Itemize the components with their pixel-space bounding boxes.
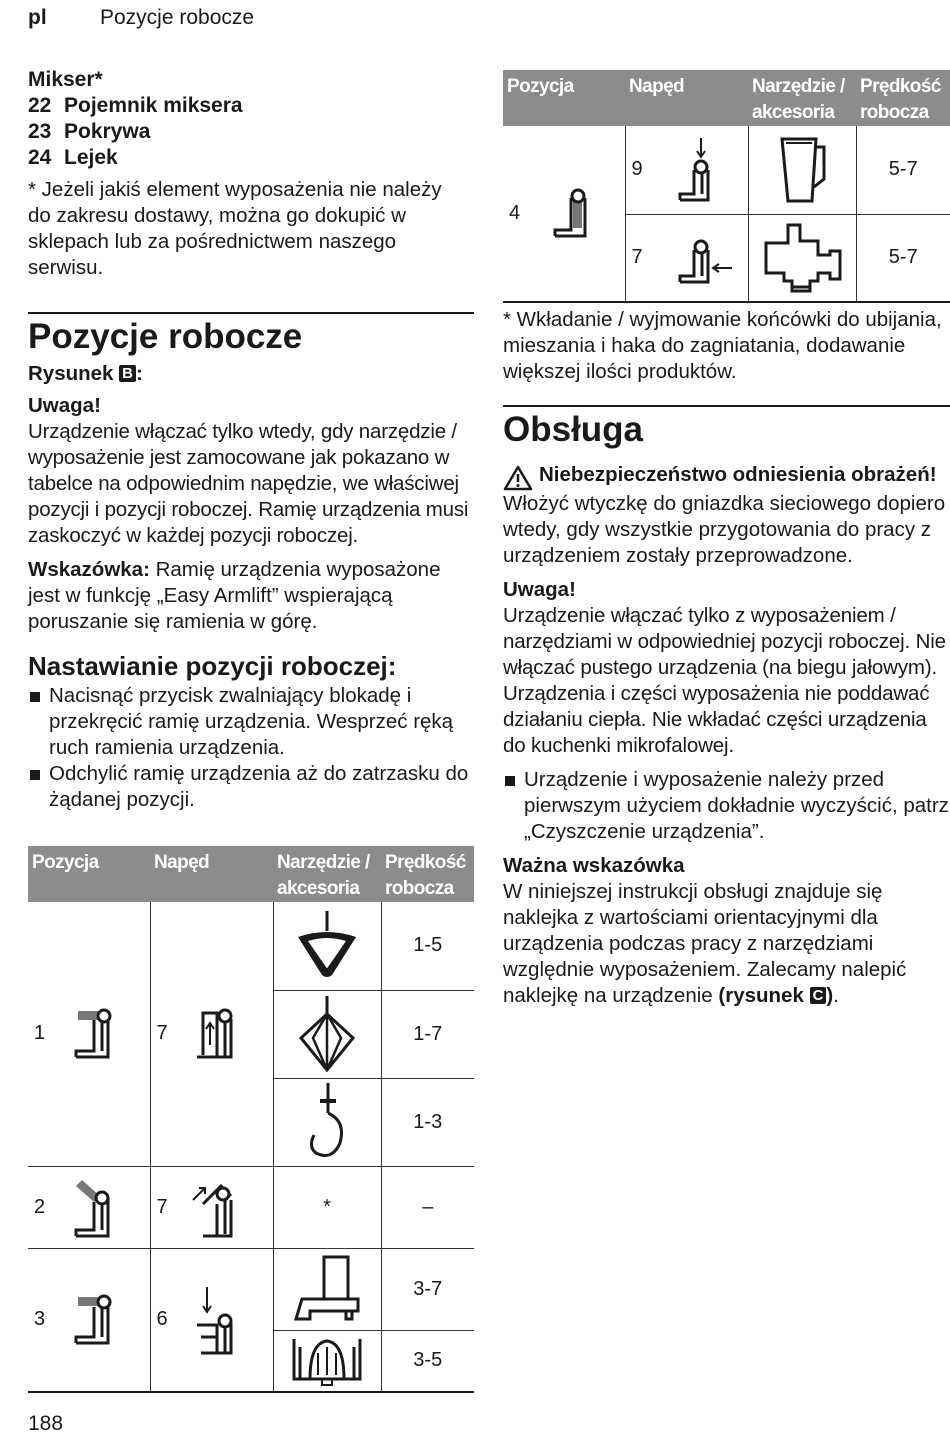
positions-table (28, 846, 474, 1393)
danger-text: Włożyć wtyczkę do gniazdka sieciowego dopiero wtedy, gdy wszystkie przygotowania do pracy z urządzeniem zostały przeprowadzone. (503, 492, 946, 567)
drive-cell: 7 (150, 902, 273, 1166)
warning-triangle-icon (503, 465, 533, 491)
speed-cell: 3-5 (381, 1330, 474, 1392)
food-processor-icon (758, 221, 846, 295)
figure-letter-badge: B (119, 365, 136, 382)
figure-letter-badge: C (810, 987, 827, 1004)
blender-jug-icon (774, 133, 830, 207)
speed-cell: 5-7 (856, 126, 950, 214)
tip-paragraph: Wskazówka: Ramię urządzenia wyposażone jest w funkcję „Easy Armlift” wspierającą poruszanie się ramienia w górę. (28, 558, 441, 633)
position-cell: 2 (28, 1166, 150, 1248)
tool-cell (748, 126, 856, 214)
parts-group-title: Mikser* (28, 68, 103, 91)
tool-cell (273, 1248, 381, 1330)
table-row (503, 126, 950, 214)
drive-outlet-icon (187, 1005, 239, 1063)
col-header-position: Pozycja (28, 846, 150, 902)
section-divider (503, 405, 950, 407)
important-text: W niniejszej instrukcji obsługi znajduje się naklejka z wartościami orientacyjnymi dla urządzenia podczas pracy z narzędziami względnie wyposażeniem. Zalecamy nalepić naklejkę na urządzenie (rysunek C ). (503, 880, 907, 1007)
section-divider (28, 312, 474, 314)
setting-heading: Nastawianie pozycji roboczej: (28, 651, 397, 681)
language-code: pl (28, 6, 47, 29)
col-header-drive: Napęd (150, 846, 273, 902)
warning-text: Urządzenie włączać tylko z wyposażeniem / narzędziami w odpowiedniej pozycji roboczej. Nie włączać pustego urządzenia (na biegu jałowym). Urządzenia i części wyposażenia nie poddawać działaniu ciepła. Nie wkładać części urządzenia do kuchenki mikrofalowej. (503, 604, 946, 757)
danger-notice (503, 462, 950, 491)
part-item: 24 Lejek (28, 146, 118, 169)
speed-cell: 1-7 (381, 990, 474, 1078)
col-header-speed: Prędkość robocza (856, 70, 950, 126)
part-item: 23 Pokrywa (28, 120, 151, 143)
position-cell: 4 (503, 126, 625, 302)
tool-cell (273, 990, 381, 1078)
machine-arm-position-icon (72, 1005, 122, 1063)
page-number: 188 (28, 1412, 64, 1435)
kneading-tool-icon (292, 909, 362, 983)
col-header-tool: Narzędzie / akcesoria (748, 70, 856, 126)
drive-cell: 9 (625, 126, 748, 214)
warning-text: Urządzenie włączać tylko wtedy, gdy narzędzie / wyposażenie jest zamocowane jak pokazano w tabelce na odpowiednim napędzie, we właściwej pozycji i pozycji roboczej. Ramię urządzenia musi zaskoczyć w każdej pozycji roboczej. (28, 420, 469, 547)
speed-cell: 1-5 (381, 902, 474, 990)
table-footnote: * Wkładanie / wyjmowanie końcówki do ubijania, mieszania i haka do zagniatania, dodawanie większej ilości produktów. (503, 308, 942, 383)
machine-arm-position-icon (72, 1172, 122, 1242)
positions-section (28, 317, 474, 813)
drive-outlet-icon (674, 228, 738, 288)
warning-title: Uwaga! (503, 578, 576, 601)
tool-cell (273, 902, 381, 990)
tool-cell (273, 1330, 381, 1392)
table-row (28, 902, 474, 990)
machine-arm-position-icon (551, 186, 597, 242)
setting-steps (28, 683, 474, 813)
col-header-position: Pozycja (503, 70, 625, 126)
col-header-drive: Napęd (625, 70, 748, 126)
operation-steps (503, 767, 950, 845)
tool-cell (273, 1078, 381, 1166)
part-item: 22 Pojemnik miksera (28, 94, 243, 117)
list-item: Nacisnąć przycisk zwalniający blokadę i przekręcić ramię urządzenia. Wesprzeć ręką ruch ramienia urządzenia. (28, 683, 474, 761)
tool-cell (748, 214, 856, 302)
drive-cell: 7 (625, 214, 748, 302)
list-item: Urządzenie i wyposażenie należy przed pierwszym użyciem dokładnie wyczyścić, patrz „Czyszczenie urządzenia”. (503, 767, 950, 845)
positions-table-continued (503, 70, 950, 303)
drive-cell: 7 (150, 1166, 273, 1248)
speed-cell: 3-7 (381, 1248, 474, 1330)
col-header-speed: Prędkość robocza (381, 846, 474, 902)
figure-reference: Rysunek B : (28, 362, 143, 385)
position-cell: 1 (28, 902, 150, 1166)
drive-outlet-icon (187, 1172, 239, 1242)
drive-outlet-icon (187, 1281, 239, 1359)
table-row (28, 1166, 474, 1248)
danger-title: Niebezpieczeństwo odniesienia obrażeń! (539, 463, 937, 486)
speed-cell: – (381, 1166, 474, 1248)
list-item: Odchylić ramię urządzenia aż do zatrzasku do żądanej pozycji. (28, 761, 474, 813)
whisk-icon (295, 994, 359, 1074)
food-processor-icon (290, 1253, 364, 1325)
citrus-press-icon (290, 1335, 364, 1387)
important-title: Ważna wskazówka (503, 854, 685, 877)
drive-outlet-icon (674, 134, 720, 206)
page-header (28, 6, 254, 30)
operation-heading: Obsługa (503, 410, 644, 449)
parts-footnote: * Jeżeli jakiś element wyposażenia nie należy do zakresu dostawy, można go dokupić w sklepach lub za pośrednictwem naszego serwisu. (28, 178, 442, 279)
drive-cell: 6 (150, 1248, 273, 1392)
col-header-tool: Narzędzie / akcesoria (273, 846, 381, 902)
tool-cell: * (273, 1166, 381, 1248)
table-row (28, 1248, 474, 1330)
speed-cell: 1-3 (381, 1078, 474, 1166)
operation-section (503, 410, 950, 1009)
machine-arm-position-icon (72, 1291, 122, 1349)
position-cell: 3 (28, 1248, 150, 1392)
warning-title: Uwaga! (28, 394, 101, 417)
header-title: Pozycje robocze (100, 6, 255, 29)
positions-heading: Pozycje robocze (28, 317, 303, 356)
parts-list (28, 67, 474, 281)
dough-hook-icon (302, 1081, 352, 1163)
speed-cell: 5-7 (856, 214, 950, 302)
